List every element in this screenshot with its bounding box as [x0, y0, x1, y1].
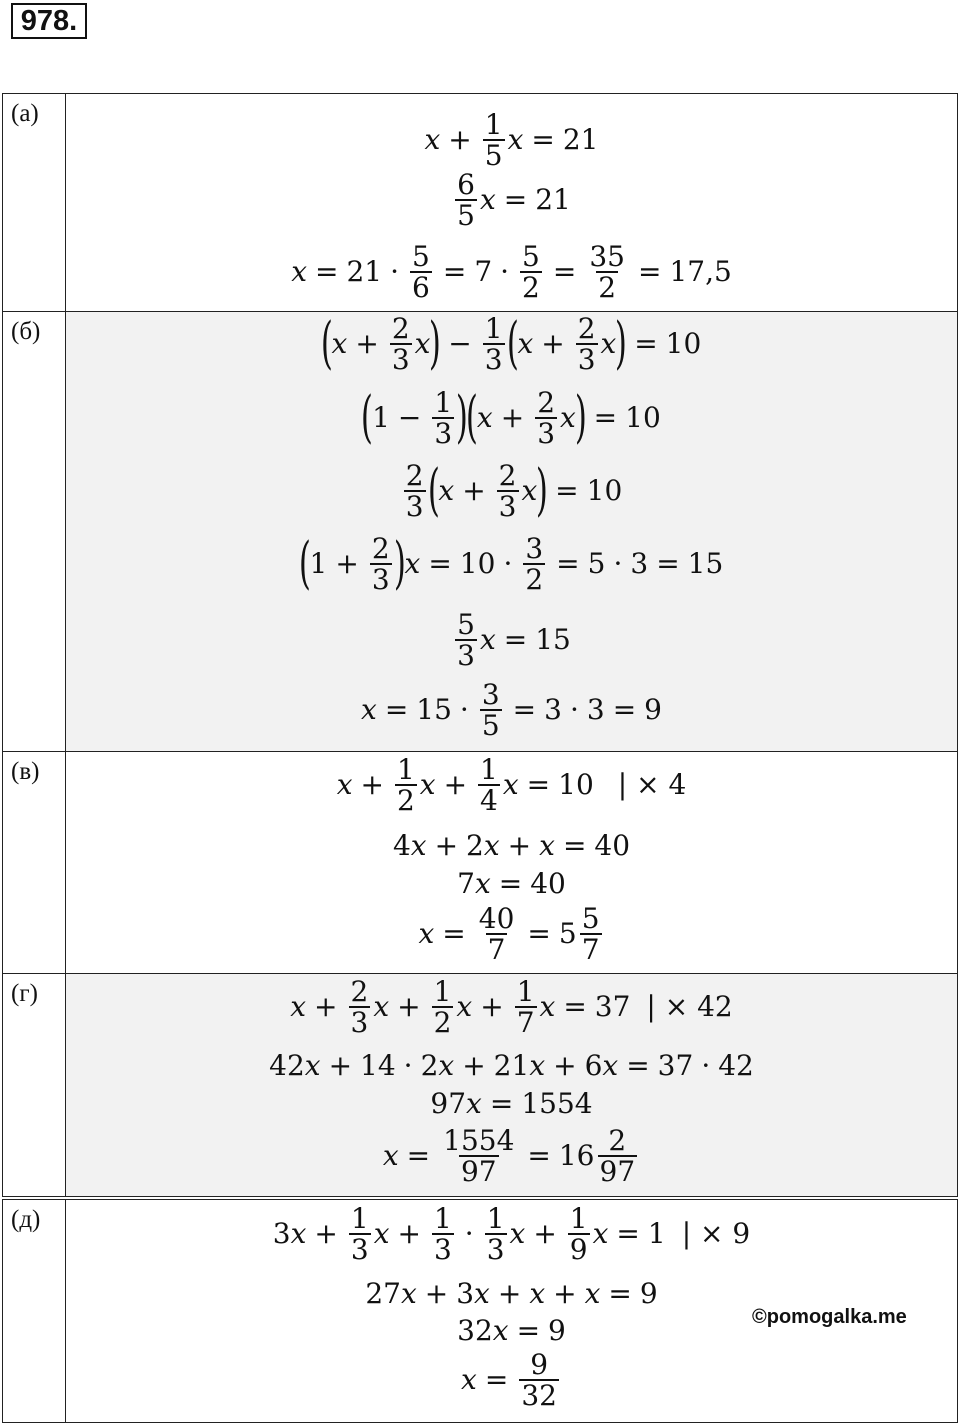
equation-line: 7 x = 40: [457, 867, 566, 900]
equation-line: ( 1 + $\frac{2}{3}$ ) x = 10 · $\frac{3}{2}$ = 5 · 3 = 15: [298, 531, 724, 597]
equation-line: 97 x = 1554: [430, 1087, 593, 1120]
equation-line: 2 3 ( x + $\frac{2}{3}$ x ) = 10: [405, 458, 623, 524]
equation-line: x + $\frac{1}{5}$ x = 21: [424, 108, 599, 173]
row-b: [3, 312, 957, 752]
row-a: [3, 94, 957, 312]
row-label: (а): [3, 94, 66, 311]
watermark: ©pomogalka.me: [752, 1306, 907, 1328]
problem-number: 978.: [11, 3, 87, 39]
equation-line: ( x + $\frac{2}{3}$ x ) − $\frac{1}{3}$ ( x + $\frac{2}{3}$ x ) = 10: [320, 312, 702, 377]
equation-line: x + $\frac{1}{2}$ x + $\frac{1}{4}$ x = 10 | × 4: [336, 753, 687, 818]
row-content: [66, 312, 957, 751]
equation-line: 6 5 x = 21: [457, 168, 571, 233]
equation-line: 42 x + 14 · 2 x + 21 x + 6 x = 37 · 42: [269, 1049, 754, 1082]
row-content: [66, 752, 957, 973]
row-content: [66, 94, 957, 311]
equation-line: x = 21 · $\frac{5}{6}$ = 7 · $\frac{5}{2}$ = $\frac{35}{2}$ = 17,5: [291, 240, 732, 305]
equation-line: x = $\frac{1554}{97}$ = 16 $\frac{2}{97}$: [382, 1124, 636, 1189]
row-label: (в): [3, 752, 66, 973]
equation-line: x = 15 · $\frac{3}{5}$ = 3 · 3 = 9: [361, 678, 662, 743]
row-label: (б): [3, 312, 66, 751]
row-content: [66, 974, 957, 1196]
solution-table: [2, 93, 958, 1197]
equation-line: x + $\frac{2}{3}$ x + $\frac{1}{2}$ x + $\frac{1}{7}$ x = 37 | × 42: [290, 975, 733, 1040]
equation-line: 5 3 x = 15: [457, 608, 571, 673]
equation-line: 3 x + $\frac{1}{3}$ x + $\frac{1}{3}$ · 1 3 x + $\frac{1}{9}$ x = 1 | × 9: [272, 1202, 751, 1267]
row-label: (г): [3, 974, 66, 1196]
row-label: (д): [3, 1200, 66, 1422]
row-g: [3, 974, 957, 1196]
equation-line: ( 1 − $\frac{1}{3}$ ) ( x + $\frac{2}{3}$ x ) = 10: [361, 385, 661, 451]
row-v: [3, 752, 957, 974]
equation-line: 4 x + 2 x + x = 40: [392, 829, 631, 862]
equation-line: x = $\frac{9}{32}$: [461, 1348, 557, 1413]
equation-line: 32 x = 9: [457, 1314, 566, 1347]
equation-line: 27 x + 3 x + x + x = 9: [365, 1277, 658, 1310]
equation-line: x = $\frac{40}{7}$ = 5 $\frac{5}{7}$: [418, 902, 600, 967]
